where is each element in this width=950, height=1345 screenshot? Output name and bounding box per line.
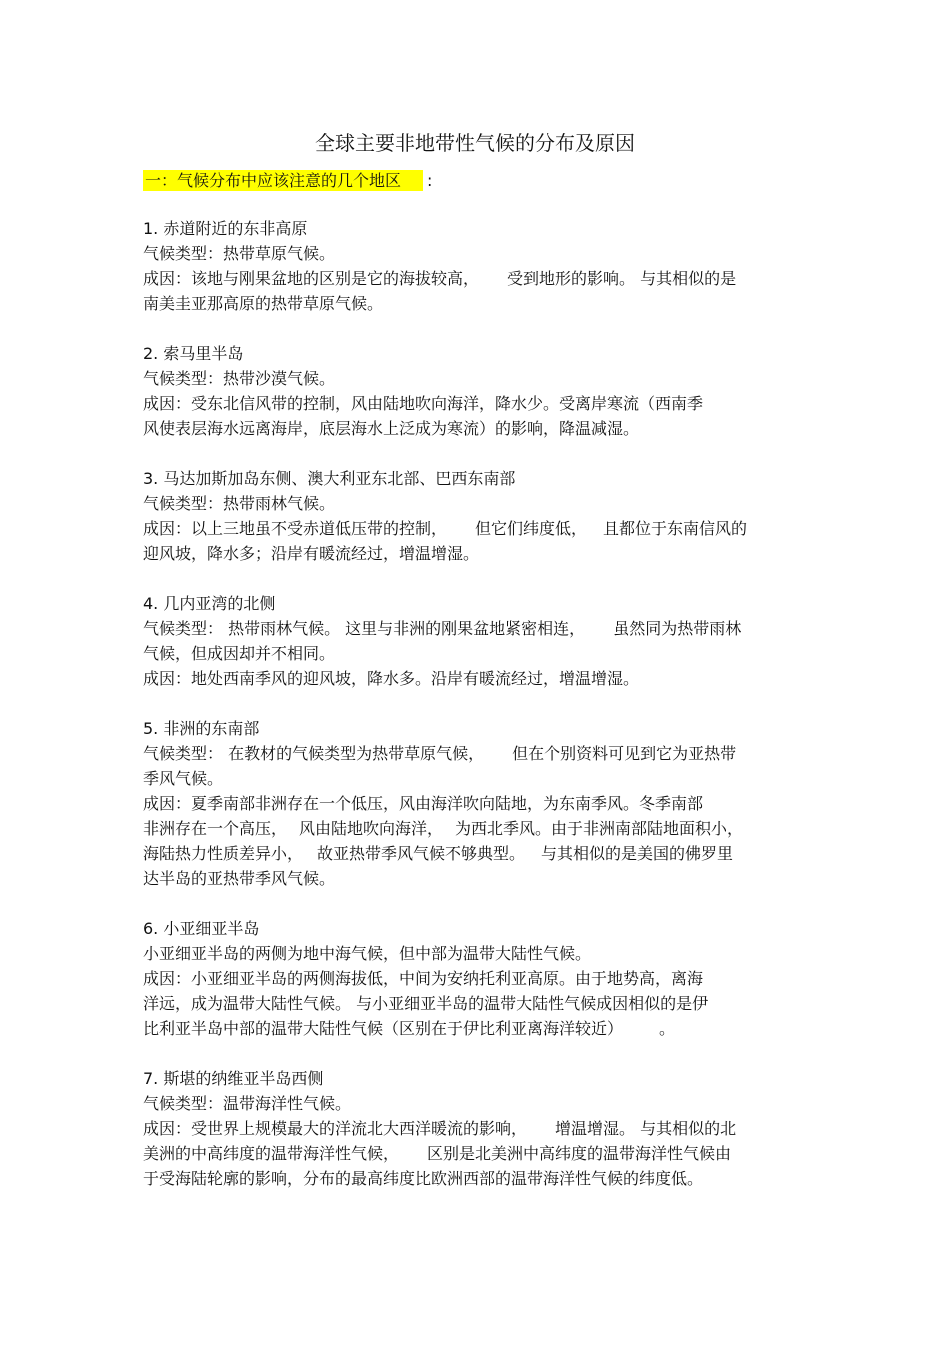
entry-madagascar-east <box>143 466 808 566</box>
cause-line: 成因：受东北信风带的控制，风由陆地吹向海洋，降水少。受离岸寒流（西南季 <box>143 394 704 413</box>
page-title: 全球主要非地带性气候的分布及原因 <box>315 131 635 155</box>
text-segment: 比利亚半岛中部的温带大陆性气候（区别在于伊比利亚离海洋较近） <box>143 1019 624 1038</box>
entry-somali-peninsula <box>143 341 808 441</box>
cause-line: 洋远，成为温带大陆性气候。 与小亚细亚半岛的温带大陆性气候成因相似的是伊 <box>143 994 709 1013</box>
text-segment: 虽然同为热带雨林 <box>613 619 742 638</box>
climate-type-line: 气候类型：热带雨林气候。 <box>143 494 336 513</box>
highlighted-heading: 一：气候分布中应该注意的几个地区 <box>143 170 423 191</box>
cause-line: 迎风坡，降水多；沿岸有暖流经过，增温增湿。 <box>143 544 480 563</box>
text-segment: 且都位于东南信风的 <box>603 519 748 538</box>
text-segment: 气候类型： 在教材的气候类型为热带草原气候， <box>143 744 485 763</box>
cause-line: 成因：小亚细亚半岛的两侧海拔低，中间为安纳托利亚高原。由于地势高，离海 <box>143 969 704 988</box>
entry-heading: 1. 赤道附近的东非高原 <box>143 219 308 238</box>
cause-line: 风使表层海水远离海岸，底层海水上泛成为寒流）的影响，降温减湿。 <box>143 419 640 438</box>
text-segment: 美洲的中高纬度的温带海洋性气候， <box>143 1144 400 1163</box>
entry-scandinavia-west <box>143 1066 808 1191</box>
climate-type-line: 气候类型：热带草原气候。 <box>143 244 336 263</box>
cause-line <box>143 841 808 866</box>
entry-heading: 7. 斯堪的纳维亚半岛西侧 <box>143 1069 324 1088</box>
text-segment: 非洲存在一个高压， <box>143 819 288 838</box>
heading-tail: : <box>427 171 433 190</box>
text-segment: 与其相似的是美国的佛罗里 <box>541 844 734 863</box>
climate-type-line <box>143 616 808 641</box>
text-segment: 海陆热力性质差异小， <box>143 844 304 863</box>
text-segment: 成因：该地与刚果盆地的区别是它的海拔较高， <box>143 269 480 288</box>
entry-heading: 2. 索马里半岛 <box>143 344 244 363</box>
cause-line <box>143 1116 808 1141</box>
text-segment: 为西北季风。由于非洲南部陆地面积小， <box>455 819 744 838</box>
climate-type-line: 季风气候。 <box>143 769 224 788</box>
entry-heading: 5. 非洲的东南部 <box>143 719 260 738</box>
entry-heading: 4. 几内亚湾的北侧 <box>143 594 276 613</box>
climate-type-line: 气候类型：热带沙漠气候。 <box>143 369 336 388</box>
cause-line: 成因：夏季南部非洲存在一个低压，风由海洋吹向陆地，为东南季风。冬季南部 <box>143 794 704 813</box>
text-segment: 。 <box>659 1019 676 1038</box>
entry-southeast-africa <box>143 716 808 891</box>
cause-line <box>143 266 808 291</box>
entry-heading: 3. 马达加斯加岛东侧、澳大利亚东北部、巴西东南部 <box>143 469 516 488</box>
climate-type-line: 小亚细亚半岛的两侧为地中海气候，但中部为温带大陆性气候。 <box>143 944 592 963</box>
text-segment: 风由陆地吹向海洋， <box>299 819 444 838</box>
cause-line: 于受海陆轮廓的影响，分布的最高纬度比欧洲西部的温带海洋性气候的纬度低。 <box>143 1169 704 1188</box>
cause-line: 成因：地处西南季风的迎风坡，降水多。沿岸有暖流经过，增温增湿。 <box>143 669 640 688</box>
text-segment: 成因：受世界上规模最大的洋流北大西洋暖流的影响， <box>143 1119 528 1138</box>
document-body <box>143 216 808 1216</box>
cause-line <box>143 816 808 841</box>
cause-line <box>143 1141 808 1166</box>
text-segment: 故亚热带季风气候不够典型。 <box>317 844 526 863</box>
text-segment: 但它们纬度低， <box>475 519 588 538</box>
cause-line: 南美圭亚那高原的热带草原气候。 <box>143 294 384 313</box>
text-segment: 受到地形的影响。 与其相似的是 <box>507 269 737 288</box>
text-segment: 增温增湿。 与其相似的北 <box>555 1119 737 1138</box>
entry-gulf-of-guinea <box>143 591 808 691</box>
text-segment: 成因：以上三地虽不受赤道低压带的控制， <box>143 519 448 538</box>
climate-type-line <box>143 741 808 766</box>
climate-type-line: 气候类型：温带海洋性气候。 <box>143 1094 352 1113</box>
text-segment: 但在个别资料可见到它为亚热带 <box>512 744 737 763</box>
section-heading <box>143 170 432 192</box>
cause-line: 达半岛的亚热带季风气候。 <box>143 869 336 888</box>
entry-asia-minor <box>143 916 808 1041</box>
text-segment: 气候类型： 热带雨林气候。 这里与非洲的刚果盆地紧密相连， <box>143 619 586 638</box>
entry-heading: 6. 小亚细亚半岛 <box>143 919 260 938</box>
cause-line <box>143 516 808 541</box>
climate-type-line: 气候，但成因却并不相同。 <box>143 644 336 663</box>
text-segment: 区别是北美洲中高纬度的温带海洋性气候由 <box>427 1144 732 1163</box>
entry-east-african-plateau <box>143 216 808 316</box>
cause-line <box>143 1016 808 1041</box>
